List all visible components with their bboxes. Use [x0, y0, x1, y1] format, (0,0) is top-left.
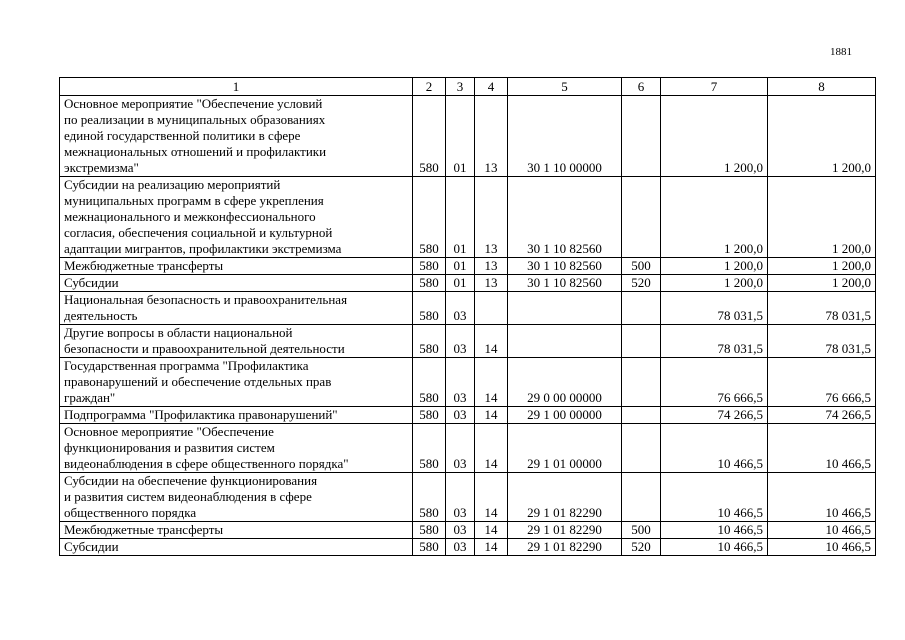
subsection-code-cell: 14 — [475, 407, 508, 424]
section-code-cell: 03 — [446, 325, 475, 358]
administrator-code-cell: 580 — [413, 258, 446, 275]
administrator-code-cell: 580 — [413, 275, 446, 292]
expense-type-cell: 520 — [622, 539, 661, 556]
administrator-code-cell: 580 — [413, 522, 446, 539]
amount-cell: 78 031,5 — [661, 292, 768, 325]
expense-type-cell: 500 — [622, 258, 661, 275]
expense-type-cell: 500 — [622, 522, 661, 539]
column-header: 1 — [60, 78, 413, 96]
target-article-cell: 29 1 00 00000 — [508, 407, 622, 424]
subsection-code-cell: 13 — [475, 275, 508, 292]
subsection-code-cell: 14 — [475, 522, 508, 539]
amount-cell: 10 466,5 — [768, 424, 876, 473]
administrator-code-cell: 580 — [413, 358, 446, 407]
target-article-cell: 29 1 01 00000 — [508, 424, 622, 473]
section-code-cell: 03 — [446, 539, 475, 556]
amount-cell: 74 266,5 — [768, 407, 876, 424]
row-name-cell: Межбюджетные трансферты — [60, 522, 413, 539]
target-article-cell: 29 0 00 00000 — [508, 358, 622, 407]
amount-cell: 1 200,0 — [661, 177, 768, 258]
column-header: 6 — [622, 78, 661, 96]
expense-type-cell — [622, 177, 661, 258]
subsection-code-cell: 13 — [475, 258, 508, 275]
amount-cell: 76 666,5 — [768, 358, 876, 407]
amount-cell: 10 466,5 — [661, 473, 768, 522]
administrator-code-cell: 580 — [413, 473, 446, 522]
table-row — [60, 358, 876, 407]
target-article-cell — [508, 325, 622, 358]
table-row — [60, 407, 876, 424]
table-row — [60, 292, 876, 325]
row-name-cell: Подпрограмма "Профилактика правонарушений" — [60, 407, 413, 424]
table-row — [60, 96, 876, 177]
expense-type-cell: 520 — [622, 275, 661, 292]
subsection-code-cell: 14 — [475, 424, 508, 473]
expense-type-cell — [622, 358, 661, 407]
administrator-code-cell: 580 — [413, 424, 446, 473]
amount-cell: 10 466,5 — [768, 473, 876, 522]
administrator-code-cell: 580 — [413, 96, 446, 177]
amount-cell: 78 031,5 — [661, 325, 768, 358]
row-name-cell: Основное мероприятие "Обеспечение условий по реализации в муниципальных образованиях единой государственной политики в сфере межнациональных отношений и профилактики экстремизма" — [60, 96, 413, 177]
target-article-cell — [508, 292, 622, 325]
target-article-cell: 30 1 10 00000 — [508, 96, 622, 177]
section-code-cell: 01 — [446, 177, 475, 258]
section-code-cell: 03 — [446, 407, 475, 424]
budget-table — [59, 77, 876, 556]
table-row — [60, 424, 876, 473]
row-name-cell: Государственная программа "Профилактика правонарушений и обеспечение отдельных прав граждан" — [60, 358, 413, 407]
section-code-cell: 03 — [446, 292, 475, 325]
column-header: 5 — [508, 78, 622, 96]
column-header: 4 — [475, 78, 508, 96]
subsection-code-cell: 14 — [475, 358, 508, 407]
amount-cell: 76 666,5 — [661, 358, 768, 407]
amount-cell: 78 031,5 — [768, 292, 876, 325]
table-row — [60, 275, 876, 292]
amount-cell: 1 200,0 — [768, 275, 876, 292]
section-code-cell: 01 — [446, 258, 475, 275]
target-article-cell: 29 1 01 82290 — [508, 522, 622, 539]
amount-cell: 1 200,0 — [768, 177, 876, 258]
section-code-cell: 01 — [446, 275, 475, 292]
row-name-cell: Субсидии — [60, 539, 413, 556]
administrator-code-cell: 580 — [413, 539, 446, 556]
subsection-code-cell: 13 — [475, 96, 508, 177]
page-number: 1881 — [830, 46, 852, 58]
column-header: 7 — [661, 78, 768, 96]
column-header: 8 — [768, 78, 876, 96]
section-code-cell: 01 — [446, 96, 475, 177]
row-name-cell: Национальная безопасность и правоохранительная деятельность — [60, 292, 413, 325]
section-code-cell: 03 — [446, 358, 475, 407]
row-name-cell: Другие вопросы в области национальной безопасности и правоохранительной деятельности — [60, 325, 413, 358]
table-row — [60, 177, 876, 258]
administrator-code-cell: 580 — [413, 177, 446, 258]
column-header: 3 — [446, 78, 475, 96]
section-code-cell: 03 — [446, 473, 475, 522]
amount-cell: 10 466,5 — [768, 539, 876, 556]
expense-type-cell — [622, 292, 661, 325]
administrator-code-cell: 580 — [413, 407, 446, 424]
table-row — [60, 258, 876, 275]
row-name-cell: Субсидии на обеспечение функционирования и развития систем видеонаблюдения в сфере общественного порядка — [60, 473, 413, 522]
expense-type-cell — [622, 424, 661, 473]
row-name-cell: Субсидии — [60, 275, 413, 292]
expense-type-cell — [622, 473, 661, 522]
subsection-code-cell: 14 — [475, 473, 508, 522]
amount-cell: 78 031,5 — [768, 325, 876, 358]
expense-type-cell — [622, 407, 661, 424]
row-name-cell: Субсидии на реализацию мероприятий муниципальных программ в сфере укрепления межнационального и межконфессионального согласия, обеспечения социальной и культурной адаптации мигрантов, профилактики экстремизма — [60, 177, 413, 258]
row-name-cell: Основное мероприятие "Обеспечение функционирования и развития систем видеонаблюдения в сфере общественного порядка" — [60, 424, 413, 473]
section-code-cell: 03 — [446, 522, 475, 539]
section-code-cell: 03 — [446, 424, 475, 473]
column-header: 2 — [413, 78, 446, 96]
amount-cell: 1 200,0 — [661, 275, 768, 292]
amount-cell: 10 466,5 — [768, 522, 876, 539]
subsection-code-cell: 13 — [475, 177, 508, 258]
amount-cell: 1 200,0 — [661, 258, 768, 275]
amount-cell: 10 466,5 — [661, 539, 768, 556]
subsection-code-cell: 14 — [475, 539, 508, 556]
target-article-cell: 29 1 01 82290 — [508, 539, 622, 556]
amount-cell: 10 466,5 — [661, 424, 768, 473]
expense-type-cell — [622, 96, 661, 177]
table-row — [60, 539, 876, 556]
subsection-code-cell: 14 — [475, 325, 508, 358]
administrator-code-cell: 580 — [413, 292, 446, 325]
target-article-cell: 30 1 10 82560 — [508, 258, 622, 275]
target-article-cell: 30 1 10 82560 — [508, 177, 622, 258]
amount-cell: 74 266,5 — [661, 407, 768, 424]
header-row — [60, 78, 876, 96]
subsection-code-cell — [475, 292, 508, 325]
row-name-cell: Межбюджетные трансферты — [60, 258, 413, 275]
table-row — [60, 473, 876, 522]
amount-cell: 10 466,5 — [661, 522, 768, 539]
target-article-cell: 30 1 10 82560 — [508, 275, 622, 292]
expense-type-cell — [622, 325, 661, 358]
table-row — [60, 325, 876, 358]
administrator-code-cell: 580 — [413, 325, 446, 358]
target-article-cell: 29 1 01 82290 — [508, 473, 622, 522]
table-row — [60, 522, 876, 539]
amount-cell: 1 200,0 — [768, 258, 876, 275]
amount-cell: 1 200,0 — [768, 96, 876, 177]
amount-cell: 1 200,0 — [661, 96, 768, 177]
